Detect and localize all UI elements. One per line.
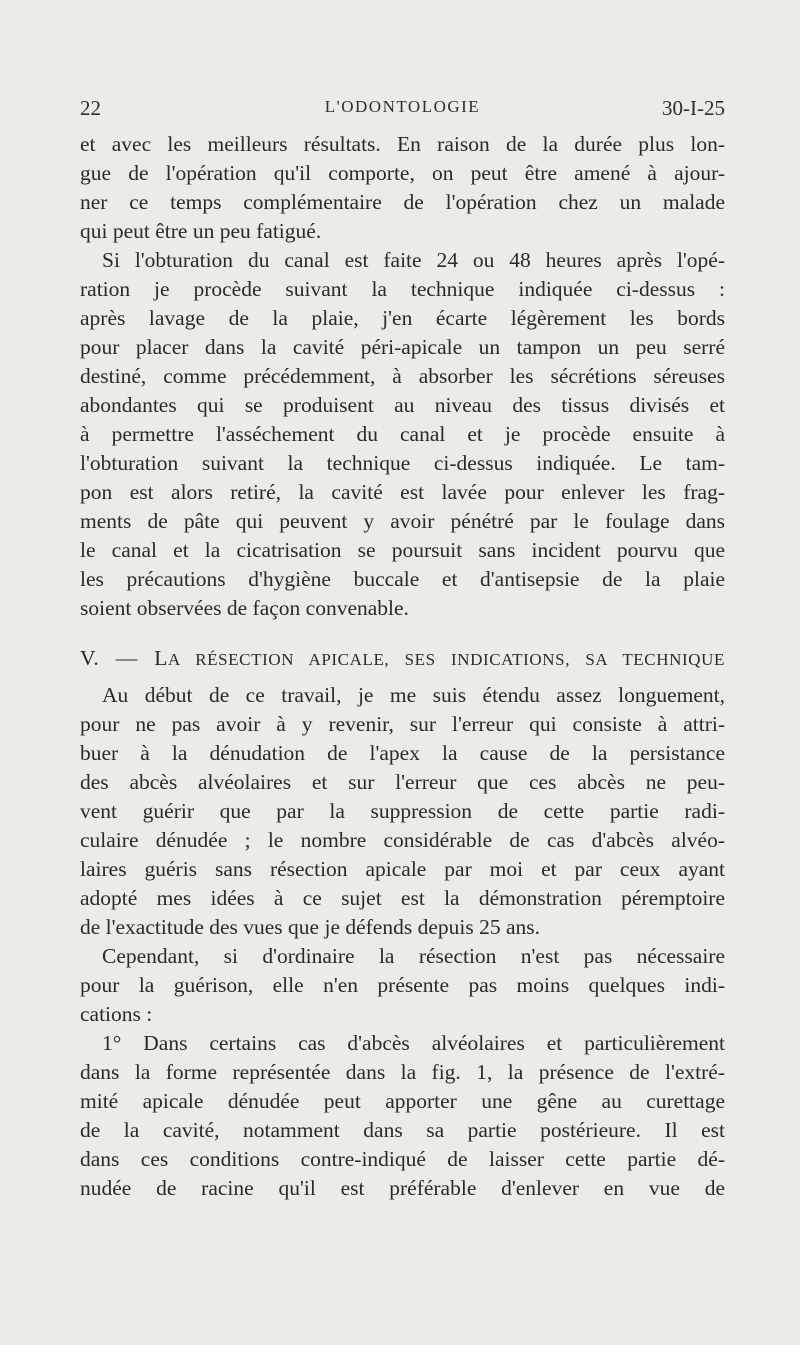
section-heading [80, 644, 725, 673]
text-line: le canal et la cicatrisation se poursuit sans incident pourvu que [80, 538, 725, 562]
text-line: ration je procède suivant la technique indiquée ci-dessus : [80, 277, 725, 301]
running-header [80, 96, 725, 126]
text-line: abondantes qui se produisent au niveau des tissus divisés et [80, 393, 725, 417]
text-line: des abcès alvéolaires et sur l'erreur que ces abcès ne peu- [80, 770, 725, 794]
page-body [80, 130, 725, 1203]
text-line: de l'exactitude des vues que je défends depuis 25 ans. [80, 915, 541, 939]
text-line: Cependant, si d'ordinaire la résection n'est pas nécessaire [102, 944, 725, 968]
text-line: pour placer dans la cavité péri-apicale un tampon un peu serré [80, 335, 725, 359]
text-line: pour la guérison, elle n'en présente pas moins quelques indi- [80, 973, 725, 997]
text-line: destiné, comme précédemment, à absorber les sécrétions séreuses [80, 364, 725, 388]
text-line: ments de pâte qui peuvent y avoir pénétré par le foulage dans [80, 509, 725, 533]
text-line: ner ce temps complémentaire de l'opération chez un malade [80, 190, 725, 214]
page-number: 22 [80, 96, 101, 120]
issue-date: 30-I-25 [662, 96, 725, 120]
text-line: dans ces conditions contre-indiqué de laisser cette partie dé- [80, 1147, 725, 1171]
text-line: adopté mes idées à ce sujet est la démonstration péremptoire [80, 886, 725, 910]
text-line: pour ne pas avoir à y revenir, sur l'erreur qui consiste à attri- [80, 712, 725, 736]
text-line: l'obturation suivant la technique ci-dessus indiquée. Le tam- [80, 451, 725, 475]
text-line: mité apicale dénudée peut apporter une gêne au curettage [80, 1089, 725, 1113]
text-line: à permettre l'asséchement du canal et je procède ensuite à [80, 422, 725, 446]
text-line: soient observées de façon convenable. [80, 596, 409, 620]
journal-title: L'ODONTOLOGIE [324, 97, 481, 116]
text-line: Si l'obturation du canal est faite 24 ou 48 heures après l'opé- [102, 248, 725, 272]
text-line: buer à la dénudation de l'apex la cause de la persistance [80, 741, 725, 765]
text-line: 1° Dans certains cas d'abcès alvéolaires et particulièrement [102, 1031, 725, 1055]
text-line: qui peut être un peu fatigué. [80, 219, 322, 243]
paragraph-obturation [80, 246, 725, 623]
text-line: de la cavité, notamment dans sa partie postérieure. Il est [80, 1118, 725, 1142]
paragraph-indications [80, 942, 725, 1029]
text-line: pon est alors retiré, la cavité est lavée pour enlever les frag- [80, 480, 725, 504]
text-line: culaire dénudée ; le nombre considérable de cas d'abcès alvéo- [80, 828, 725, 852]
text-line: Au début de ce travail, je me suis étendu assez longuement, [102, 683, 725, 707]
text-line: et avec les meilleurs résultats. En raison de la durée plus lon- [80, 132, 725, 156]
text-line: dans la forme représentée dans la fig. 1, la présence de l'extré- [80, 1060, 725, 1084]
section-numeral: V. — L [80, 646, 168, 670]
text-line: les précautions d'hygiène buccale et d'antisepsie de la plaie [80, 567, 725, 591]
paragraph-first-indication [80, 1029, 725, 1203]
paragraph-introduction [80, 681, 725, 942]
text-line: vent guérir que par la suppression de cette partie radi- [80, 799, 725, 823]
section-title: A RÉSECTION APICALE, SES INDICATIONS, SA TECHNIQUE [167, 650, 725, 669]
paragraph-continuation [80, 130, 725, 246]
text-line: gue de l'opération qu'il comporte, on peut être amené à ajour- [80, 161, 725, 185]
text-line: cations : [80, 1002, 153, 1026]
text-line: nudée de racine qu'il est préférable d'enlever en vue de [80, 1176, 725, 1200]
text-line: après lavage de la plaie, j'en écarte légèrement les bords [80, 306, 725, 330]
text-line: laires guéris sans résection apicale par moi et par ceux ayant [80, 857, 725, 881]
